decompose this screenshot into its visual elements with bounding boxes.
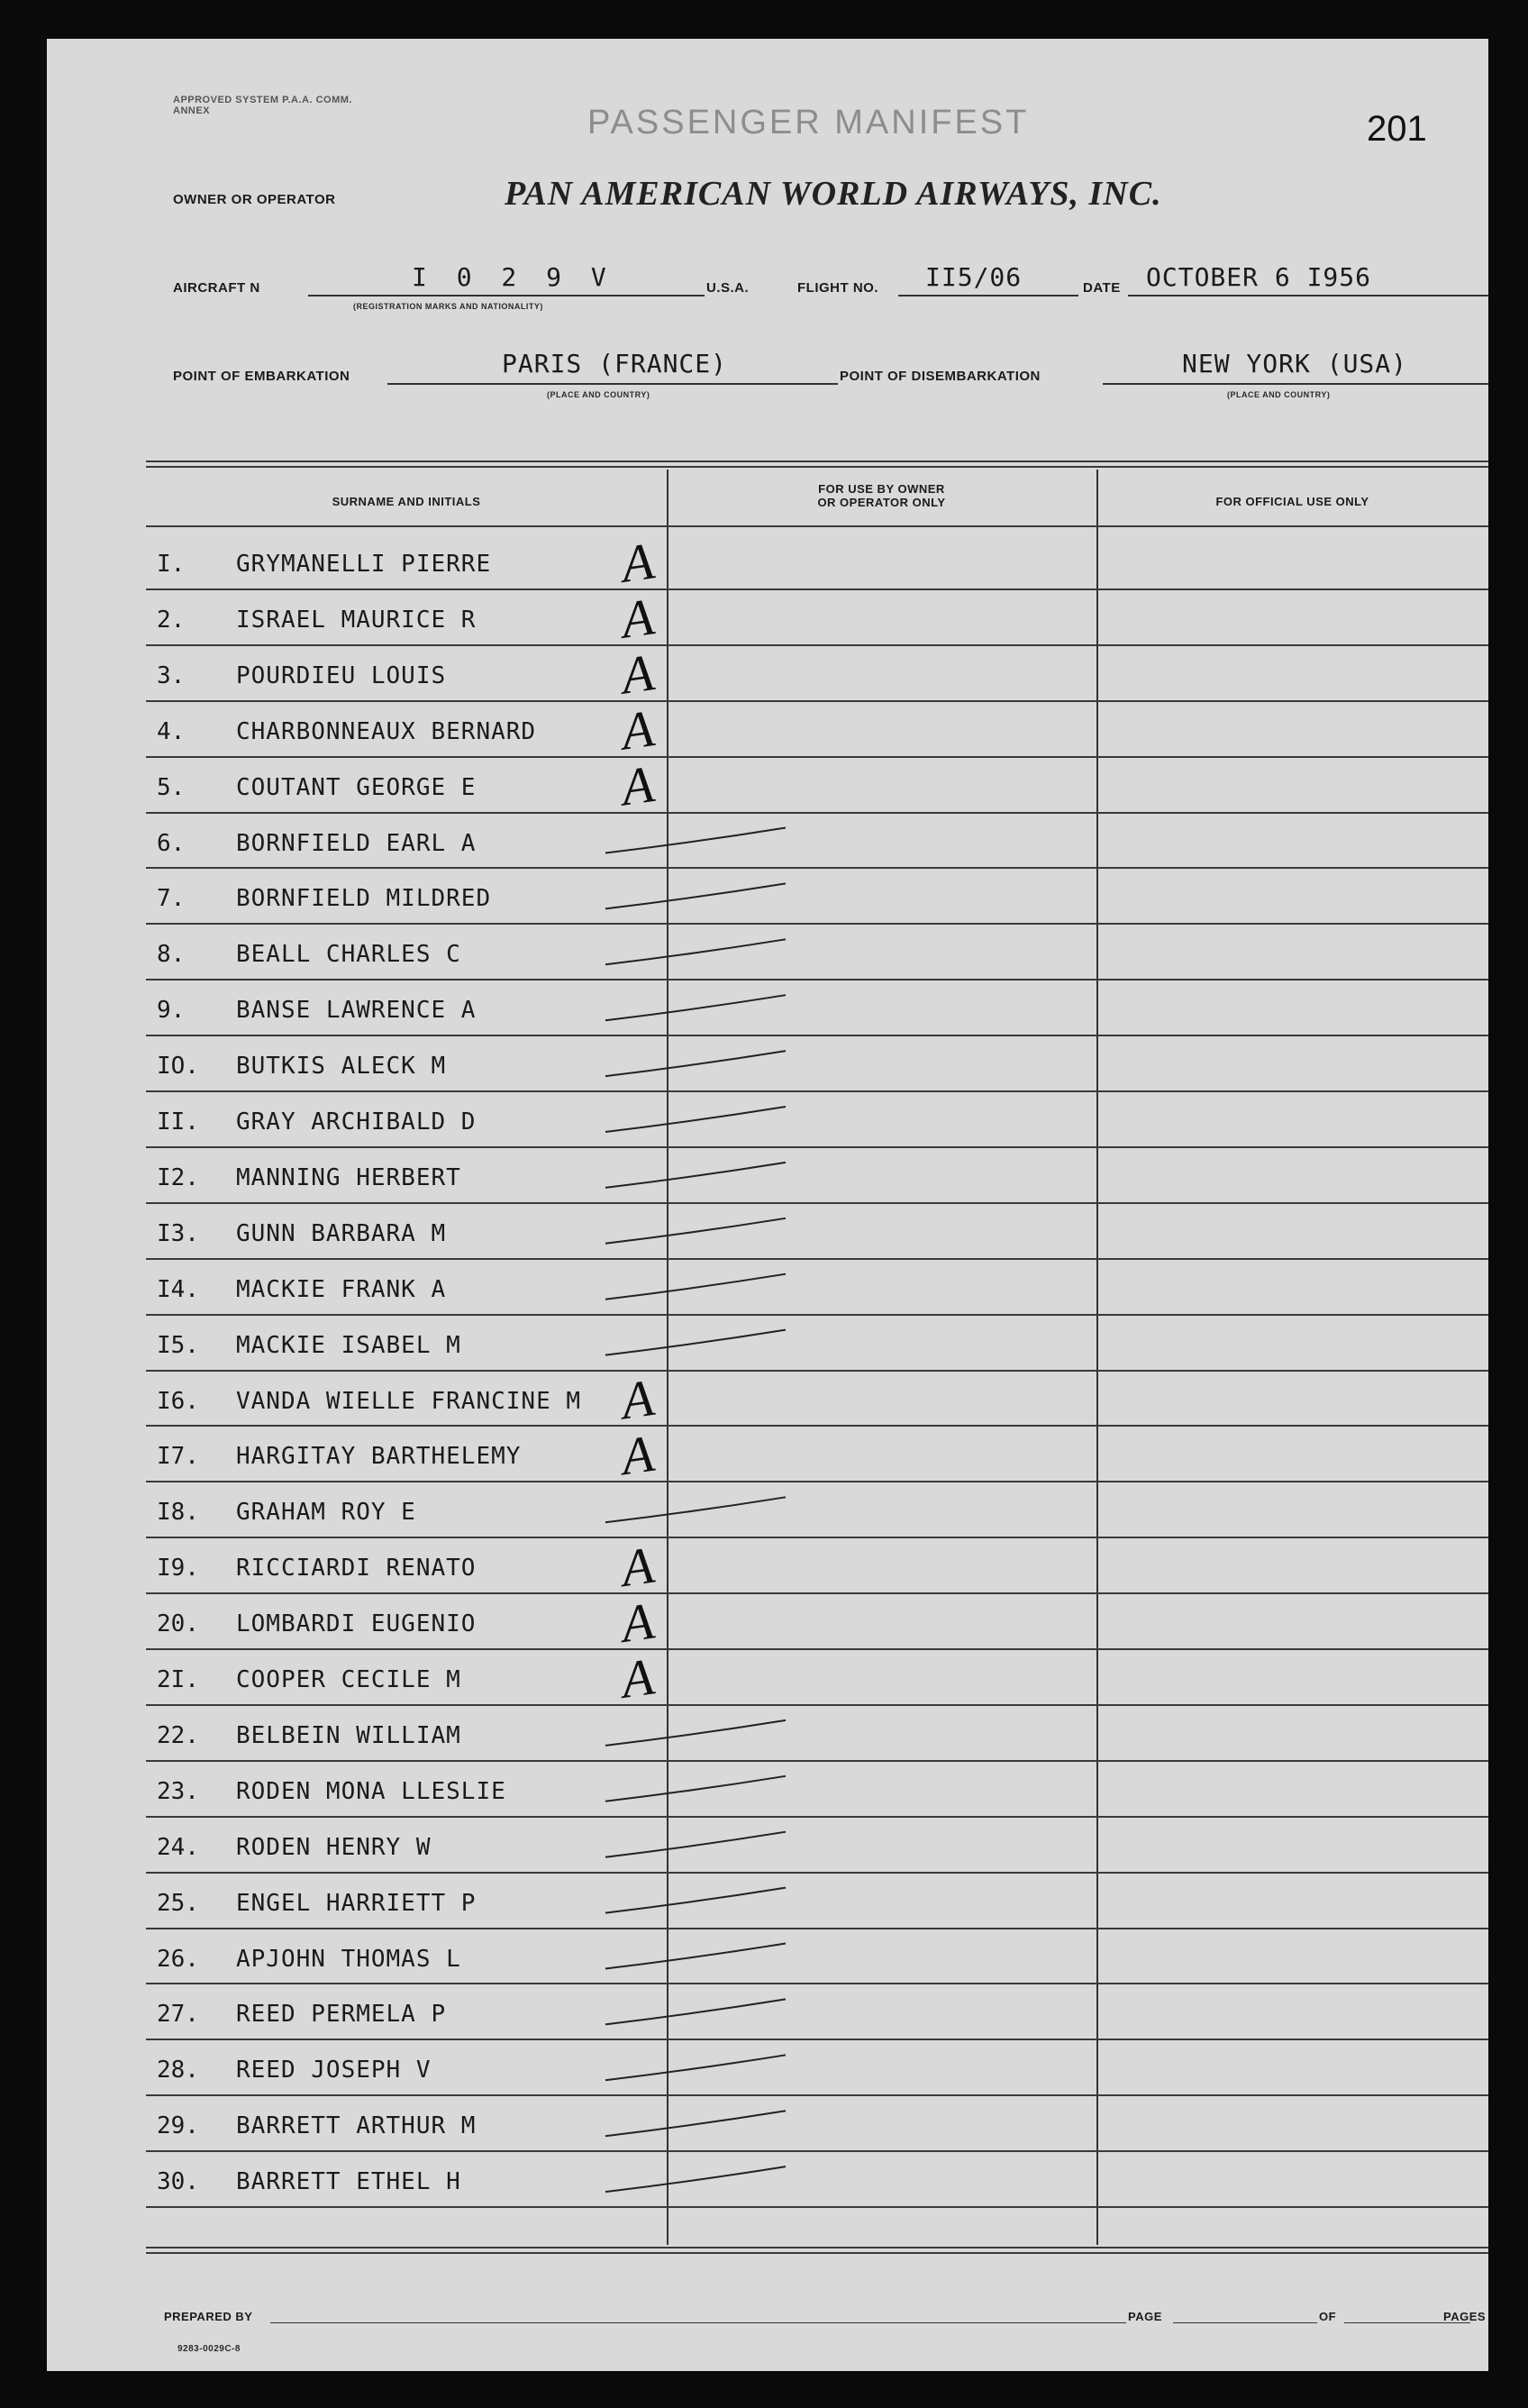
col-header-surname: SURNAME AND INITIALS [332, 495, 481, 508]
page-label: PAGE [1128, 2310, 1162, 2323]
row-number: 23. [157, 1777, 199, 1805]
check-mark-a: A [617, 1646, 658, 1710]
passenger-name: GRAHAM ROY E [236, 1499, 416, 1527]
check-mark-dash [605, 1720, 786, 1746]
row-number: 6. [157, 829, 186, 857]
passenger-name: MACKIE ISABEL M [236, 1331, 461, 1359]
check-mark-dash [605, 1832, 786, 1857]
row-number: 22. [157, 1721, 199, 1749]
owner-label: OWNER OR OPERATOR [173, 192, 336, 207]
date-label: DATE [1083, 280, 1121, 296]
prepared-label: PREPARED BY [164, 2310, 253, 2323]
row-number: I3. [157, 1219, 199, 1247]
check-mark-a: A [617, 1367, 658, 1431]
passenger-name: COOPER CECILE M [236, 1666, 461, 1693]
row-number: I2. [157, 1163, 199, 1191]
manifest-page [47, 39, 1488, 2371]
passenger-name: REED JOSEPH V [236, 2057, 432, 2084]
passenger-name: VANDA WIELLE FRANCINE M [236, 1387, 582, 1415]
row-number: IO. [157, 1053, 199, 1081]
embark-label: POINT OF EMBARKATION [173, 369, 350, 384]
page-title: PASSENGER MANIFEST [587, 104, 1030, 141]
passenger-name: BELBEIN WILLIAM [236, 1721, 461, 1749]
embark-value: PARIS (FRANCE) [502, 349, 728, 379]
check-mark-dash [605, 883, 786, 908]
row-number: 27. [157, 2001, 199, 2029]
row-number: 7. [157, 885, 186, 913]
col-header-owner: FOR USE BY OWNER OR OPERATOR ONLY [817, 482, 946, 509]
row-number: I9. [157, 1555, 199, 1583]
row-number: I5. [157, 1331, 199, 1359]
row-number: I6. [157, 1387, 199, 1415]
row-number: 20. [157, 1610, 199, 1638]
check-mark-a: A [617, 754, 658, 817]
check-mark-dash [605, 1274, 786, 1300]
passenger-name: LOMBARDI EUGENIO [236, 1610, 477, 1638]
passenger-name: RODEN MONA LLESLIE [236, 1777, 506, 1805]
check-mark-a: A [617, 1535, 658, 1598]
form-number: 9283-0029C-8 [177, 2344, 241, 2354]
check-mark-a: A [617, 698, 658, 762]
check-mark-dash [605, 1999, 786, 2024]
passenger-name: COUTANT GEORGE E [236, 773, 477, 801]
passenger-name: POURDIEU LOUIS [236, 661, 447, 689]
row-number: II. [157, 1108, 199, 1136]
check-mark-dash [605, 1107, 786, 1132]
passenger-name: MACKIE FRANK A [236, 1275, 447, 1303]
page-number: 201 [1367, 109, 1427, 149]
check-mark-a: A [617, 643, 658, 706]
passenger-name: BARRETT ETHEL H [236, 2168, 461, 2196]
pages-label: PAGES [1443, 2310, 1487, 2323]
check-mark-dash [605, 1051, 786, 1076]
disembark-label: POINT OF DISEMBARKATION [840, 369, 1041, 384]
embark-caption: (PLACE AND COUNTRY) [547, 390, 650, 399]
flight-label: FLIGHT NO. [797, 280, 878, 296]
check-mark-dash [605, 1163, 786, 1188]
check-mark-dash [605, 1330, 786, 1355]
passenger-name: BANSE LAWRENCE A [236, 997, 477, 1025]
row-number: 5. [157, 773, 186, 801]
passenger-name: APJOHN THOMAS L [236, 1945, 461, 1973]
row-number: 9. [157, 997, 186, 1025]
check-mark-dash [605, 1944, 786, 1969]
handwritten-marks [47, 39, 1488, 2371]
disembark-caption: (PLACE AND COUNTRY) [1227, 390, 1331, 399]
passenger-name: BORNFIELD MILDRED [236, 885, 492, 913]
passenger-name: CHARBONNEAUX BERNARD [236, 717, 537, 745]
passenger-name: GRYMANELLI PIERRE [236, 551, 492, 578]
row-number: 3. [157, 661, 186, 689]
passenger-name: REED PERMELA P [236, 2001, 447, 2029]
of-label: OF [1319, 2310, 1337, 2323]
row-number: 24. [157, 1833, 199, 1861]
check-mark-dash [605, 939, 786, 964]
check-mark-a: A [617, 531, 658, 594]
row-number: 29. [157, 2112, 199, 2140]
disembark-value: NEW YORK (USA) [1182, 349, 1408, 379]
check-mark-dash [605, 1776, 786, 1801]
usa-label: U.S.A. [706, 280, 750, 296]
passenger-name: MANNING HERBERT [236, 1163, 461, 1191]
check-mark-dash [605, 2166, 786, 2192]
passenger-name: ISRAEL MAURICE R [236, 606, 477, 634]
check-mark-dash [605, 828, 786, 853]
owner-value: PAN AMERICAN WORLD AIRWAYS, INC. [505, 175, 1162, 213]
passenger-name: RODEN HENRY W [236, 1833, 432, 1861]
passenger-name: GRAY ARCHIBALD D [236, 1108, 477, 1136]
row-number: 4. [157, 717, 186, 745]
passenger-name: GUNN BARBARA M [236, 1219, 447, 1247]
check-mark-dash [605, 2111, 786, 2136]
passenger-name: BEALL CHARLES C [236, 941, 461, 969]
passenger-name: BARRETT ARTHUR M [236, 2112, 477, 2140]
registration-caption: (REGISTRATION MARKS AND NATIONALITY) [353, 302, 543, 311]
check-mark-dash [605, 1497, 786, 1522]
row-number: 8. [157, 941, 186, 969]
row-number: 2I. [157, 1666, 199, 1693]
row-number: I4. [157, 1275, 199, 1303]
check-mark-dash [605, 995, 786, 1020]
check-mark-dash [605, 1888, 786, 1913]
passenger-name: BUTKIS ALECK M [236, 1053, 447, 1081]
row-number: 2. [157, 606, 186, 634]
row-number: I8. [157, 1499, 199, 1527]
row-number: 25. [157, 1889, 199, 1917]
col-header-official: FOR OFFICIAL USE ONLY [1215, 495, 1369, 508]
check-mark-a: A [617, 1591, 658, 1654]
flight-value: II5/06 [925, 262, 1023, 292]
aircraft-value: I 0 2 9 V [412, 262, 614, 292]
passenger-name: RICCIARDI RENATO [236, 1555, 477, 1583]
row-number: I. [157, 551, 186, 578]
date-value: OCTOBER 6 I956 [1146, 262, 1372, 292]
check-mark-a: A [617, 1423, 658, 1487]
row-number: 30. [157, 2168, 199, 2196]
passenger-name: ENGEL HARRIETT P [236, 1889, 477, 1917]
check-mark-dash [605, 2055, 786, 2080]
check-mark-dash [605, 1218, 786, 1244]
row-number: I7. [157, 1443, 199, 1471]
approval-note: APPROVED SYSTEM P.A.A. COMM. ANNEX [173, 95, 352, 116]
row-number: 28. [157, 2057, 199, 2084]
row-number: 26. [157, 1945, 199, 1973]
aircraft-label: AIRCRAFT N [173, 280, 260, 296]
passenger-name: BORNFIELD EARL A [236, 829, 477, 857]
check-mark-a: A [617, 587, 658, 650]
passenger-name: HARGITAY BARTHELEMY [236, 1443, 522, 1471]
